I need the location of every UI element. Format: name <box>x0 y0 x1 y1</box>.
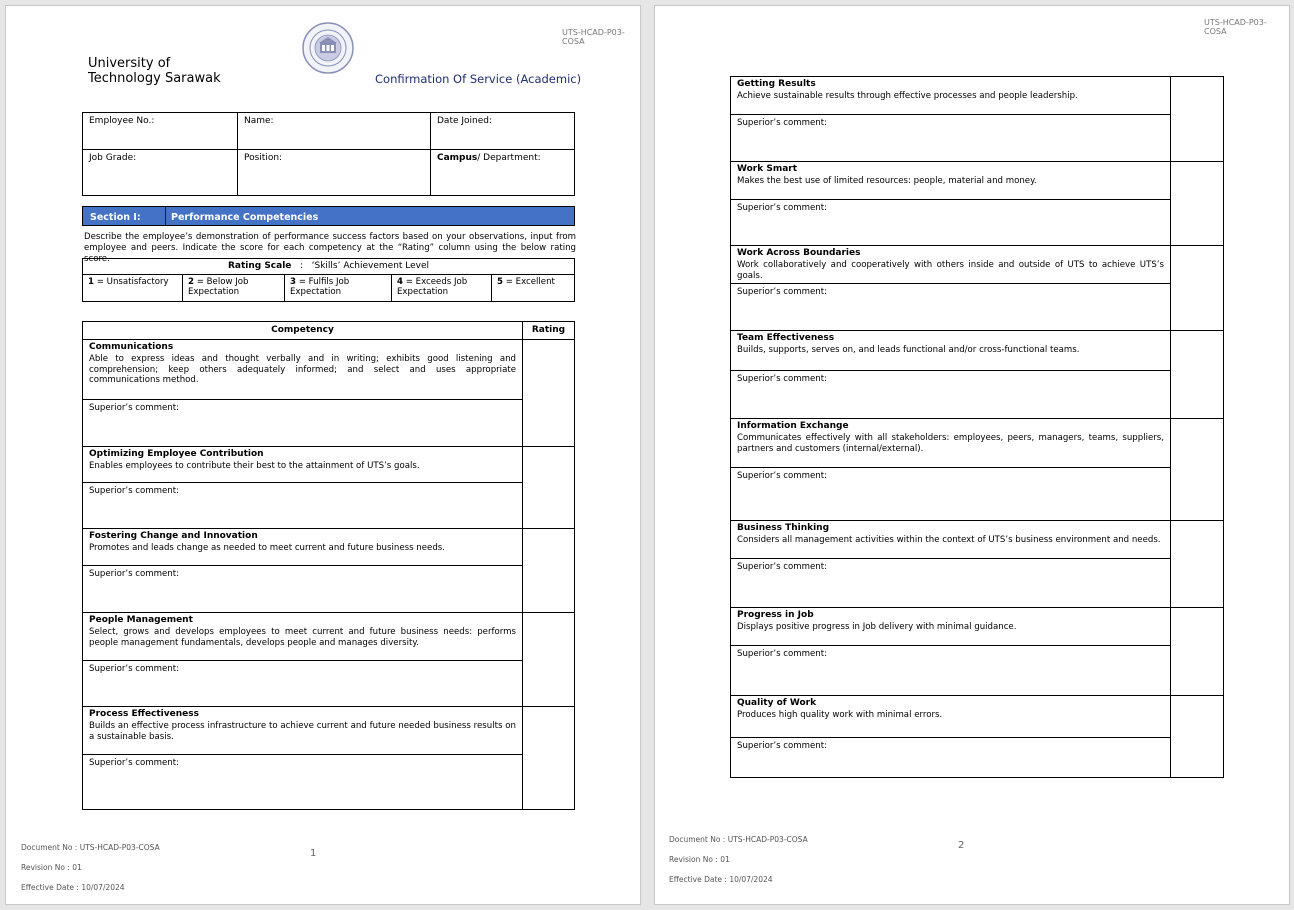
position-label: Position: <box>244 153 283 163</box>
rating-input-cell[interactable] <box>523 707 575 810</box>
competency-description: Able to express ideas and thought verbally and in writing; exhibits good listening and comprehension; keep others adequately informed; and select and uses appropriate communications method. <box>89 354 516 385</box>
rating-level-label: = Exceeds Job Expectation <box>397 277 468 297</box>
competency-cell <box>83 447 523 483</box>
rating-level-number: 4 <box>397 277 403 287</box>
superior-comment-cell[interactable] <box>83 566 523 613</box>
campus-department-field[interactable] <box>431 150 575 196</box>
employee-info-table <box>82 112 575 196</box>
competency-description: Considers all management activities within the context of UTS’s business environment and needs. <box>737 535 1161 545</box>
section-description: Describe the employee’s demonstration of performance success factors based on your observations, input from employee and peers. Indicate the score for each competency at the “Rating” column using the below rating score. <box>84 232 576 264</box>
competency-description: Promotes and leads change as needed to meet current and future business needs. <box>89 543 445 553</box>
superior-comment-cell[interactable] <box>83 755 523 810</box>
superior-comment-row <box>731 468 1224 521</box>
university-name-line2: Technology Sarawak <box>88 71 221 86</box>
competency-cell <box>731 521 1171 559</box>
competency-title: Optimizing Employee Contribution <box>89 449 264 459</box>
competency-title: People Management <box>89 615 193 625</box>
superior-comment-row <box>731 559 1224 608</box>
employee-no-field[interactable] <box>83 113 238 150</box>
competency-description: Builds an effective process infrastructure to achieve current and future needed business results on a sustainable basis. <box>89 721 516 742</box>
competency-row <box>83 707 575 755</box>
competency-row <box>83 447 575 483</box>
rating-scale-subtitle: ‘Skills’ Achievement Level <box>311 261 430 271</box>
position-field[interactable] <box>238 150 431 196</box>
competency-description: Displays positive progress in Job delivery with minimal guidance. <box>737 622 1017 632</box>
page-number: 1 <box>310 848 317 859</box>
superior-comment-row <box>731 738 1224 778</box>
rating-input-cell[interactable] <box>1171 246 1224 331</box>
superior-comment-cell[interactable] <box>731 284 1171 331</box>
competency-description: Builds, supports, serves on, and leads functional and/or cross-functional teams. <box>737 345 1080 355</box>
rating-scale-title: Rating Scale <box>227 261 292 271</box>
superior-comment-cell[interactable] <box>83 400 523 447</box>
superior-comment-row <box>731 115 1224 162</box>
job-grade-field[interactable] <box>83 150 238 196</box>
rating-input-cell[interactable] <box>523 340 575 447</box>
competency-title: Progress in Job <box>737 610 814 620</box>
competency-cell <box>731 608 1171 646</box>
job-grade-label: Job Grade: <box>89 153 137 163</box>
competency-cell <box>731 162 1171 200</box>
competency-column-header <box>83 322 523 340</box>
section-title: Performance Competencies <box>171 212 319 223</box>
superior-comment-cell[interactable] <box>731 371 1171 419</box>
rating-scale-table <box>82 258 575 302</box>
campus-label: Campus <box>437 153 478 163</box>
university-seal-logo <box>302 22 354 74</box>
superior-comment-label: Superior’s comment: <box>89 569 180 579</box>
header-doc-code: UTS-HCAD-P03-COSA <box>562 28 625 46</box>
department-label: / Department: <box>477 153 541 163</box>
rating-level-text <box>285 275 391 299</box>
rating-input-cell[interactable] <box>1171 608 1224 696</box>
header-doc-code: UTS-HCAD-P03-COSA <box>1204 18 1267 36</box>
footer-revision-no: Revision No : 01 <box>669 855 730 864</box>
rating-scale-header <box>83 259 575 275</box>
superior-comment-row <box>83 483 575 529</box>
rating-input-cell[interactable] <box>1171 521 1224 608</box>
competency-row <box>83 529 575 566</box>
rating-level-label: = Unsatisfactory <box>96 277 169 287</box>
competency-cell <box>83 340 523 400</box>
competency-title: Quality of Work <box>737 698 817 708</box>
competency-title: Getting Results <box>737 79 816 89</box>
rating-level-text <box>392 275 491 299</box>
competency-cell <box>731 77 1171 115</box>
competency-row <box>731 696 1224 738</box>
competency-row <box>731 331 1224 371</box>
superior-comment-label: Superior’s comment: <box>737 118 828 128</box>
superior-comment-label: Superior’s comment: <box>737 203 828 213</box>
competency-title: Business Thinking <box>737 523 830 533</box>
competency-cell <box>731 246 1171 284</box>
superior-comment-label: Superior’s comment: <box>89 403 180 413</box>
superior-comment-label: Superior’s comment: <box>737 374 828 384</box>
rating-input-cell[interactable] <box>523 447 575 529</box>
superior-comment-cell[interactable] <box>731 738 1171 778</box>
superior-comment-row <box>83 566 575 613</box>
competency-row <box>731 608 1224 646</box>
superior-comment-row <box>731 200 1224 246</box>
rating-level-number: 3 <box>290 277 296 287</box>
rating-level-text <box>83 275 182 289</box>
section-number: Section I: <box>90 212 141 223</box>
rating-scale-level-4 <box>392 275 492 302</box>
university-name <box>88 56 221 86</box>
rating-input-cell[interactable] <box>523 613 575 707</box>
date-joined-field[interactable] <box>431 113 575 150</box>
superior-comment-cell[interactable] <box>731 115 1171 162</box>
rating-level-label: = Excellent <box>505 277 555 287</box>
rating-level-number: 1 <box>88 277 94 287</box>
superior-comment-cell[interactable] <box>731 200 1171 246</box>
competency-title: Work Across Boundaries <box>737 248 861 258</box>
superior-comment-label: Superior’s comment: <box>89 758 180 768</box>
competency-cell <box>731 331 1171 371</box>
superior-comment-cell[interactable] <box>731 468 1171 521</box>
competency-description: Produces high quality work with minimal errors. <box>737 710 943 720</box>
superior-comment-label: Superior’s comment: <box>737 649 828 659</box>
competency-cell <box>83 613 523 661</box>
rating-scale-level-2 <box>183 275 285 302</box>
rating-level-label: = Fulfils Job Expectation <box>290 277 350 297</box>
document-page-2 <box>654 5 1290 905</box>
competency-description: Makes the best use of limited resources: people, material and money. <box>737 176 1037 186</box>
document-page-1 <box>5 5 641 905</box>
name-label: Name: <box>244 116 274 126</box>
rating-level-number: 5 <box>497 277 503 287</box>
competency-row <box>83 340 575 400</box>
rating-input-cell[interactable] <box>1171 696 1224 778</box>
superior-comment-row <box>83 755 575 810</box>
competency-description: Work collaboratively and cooperatively with others inside and outside of UTS to achieve UTS’s goals. <box>737 260 1164 281</box>
superior-comment-cell[interactable] <box>83 661 523 707</box>
superior-comment-label: Superior’s comment: <box>89 486 180 496</box>
superior-comment-label: Superior’s comment: <box>737 287 828 297</box>
footer-document-no: Document No : UTS-HCAD-P03-COSA <box>21 843 160 852</box>
footer-effective-date: Effective Date : 10/07/2024 <box>21 883 125 892</box>
page-number: 2 <box>958 840 965 851</box>
rating-input-cell[interactable] <box>523 529 575 613</box>
rating-scale-level-1 <box>83 275 183 302</box>
rating-level-label: = Below Job Expectation <box>188 277 249 297</box>
superior-comment-row <box>731 284 1224 331</box>
competency-title: Information Exchange <box>737 421 849 431</box>
competency-description: Achieve sustainable results through effective processes and people leadership. <box>737 91 1078 101</box>
competency-cell <box>83 529 523 566</box>
competency-table-page2 <box>730 76 1224 778</box>
footer-revision-no: Revision No : 01 <box>21 863 82 872</box>
competency-row <box>731 162 1224 200</box>
footer-effective-date: Effective Date : 10/07/2024 <box>669 875 773 884</box>
competency-row <box>731 77 1224 115</box>
competency-title: Fostering Change and Innovation <box>89 531 258 541</box>
superior-comment-row <box>83 661 575 707</box>
rating-level-number: 2 <box>188 277 194 287</box>
competency-row <box>731 246 1224 284</box>
superior-comment-cell[interactable] <box>731 559 1171 608</box>
rating-input-cell[interactable] <box>1171 331 1224 419</box>
superior-comment-row <box>731 371 1224 419</box>
form-title: Confirmation Of Service (Academic) <box>375 72 582 86</box>
footer-document-no: Document No : UTS-HCAD-P03-COSA <box>669 835 808 844</box>
competency-title: Communications <box>89 342 174 352</box>
rating-scale-level-5 <box>492 275 575 302</box>
name-field[interactable] <box>238 113 431 150</box>
superior-comment-row <box>731 646 1224 696</box>
rating-scale-separator: : <box>300 261 304 271</box>
competency-cell <box>731 419 1171 468</box>
competency-title: Process Effectiveness <box>89 709 199 719</box>
rating-level-text <box>183 275 284 299</box>
competency-table-page1 <box>82 321 575 810</box>
competency-row <box>83 613 575 661</box>
rating-header-label: Rating <box>531 325 566 335</box>
competency-row <box>731 521 1224 559</box>
superior-comment-label: Superior’s comment: <box>737 471 828 481</box>
competency-description: Select, grows and develops employees to meet current and future business needs: performs people management fundamentals, develops people and manages diversity. <box>89 627 516 648</box>
section-bar-divider <box>165 207 166 225</box>
rating-column-header <box>523 322 575 340</box>
employee-no-label: Employee No.: <box>89 116 155 126</box>
date-joined-label: Date Joined: <box>437 116 493 126</box>
competency-cell <box>731 696 1171 738</box>
competency-cell <box>83 707 523 755</box>
rating-input-cell[interactable] <box>1171 419 1224 521</box>
rating-scale-level-3 <box>285 275 392 302</box>
campus-department-label <box>431 150 574 166</box>
superior-comment-label: Superior’s comment: <box>737 562 828 572</box>
competency-row <box>731 419 1224 468</box>
competency-description: Communicates effectively with all stakeholders: employees, peers, managers, teams, suppliers, partners and customers (internal/external). <box>737 433 1164 454</box>
rating-input-cell[interactable] <box>1171 162 1224 246</box>
competency-description: Enables employees to contribute their best to the attainment of UTS’s goals. <box>89 461 420 471</box>
superior-comment-label: Superior’s comment: <box>89 664 180 674</box>
rating-level-text <box>492 275 574 289</box>
competency-header-label: Competency <box>271 325 334 335</box>
competency-title: Team Effectiveness <box>737 333 835 343</box>
university-name-line1: University of <box>88 56 171 71</box>
superior-comment-label: Superior’s comment: <box>737 741 828 751</box>
rating-input-cell[interactable] <box>1171 77 1224 162</box>
section-header-bar <box>82 206 575 226</box>
superior-comment-cell[interactable] <box>731 646 1171 696</box>
superior-comment-row <box>83 400 575 447</box>
competency-title: Work Smart <box>737 164 798 174</box>
superior-comment-cell[interactable] <box>83 483 523 529</box>
